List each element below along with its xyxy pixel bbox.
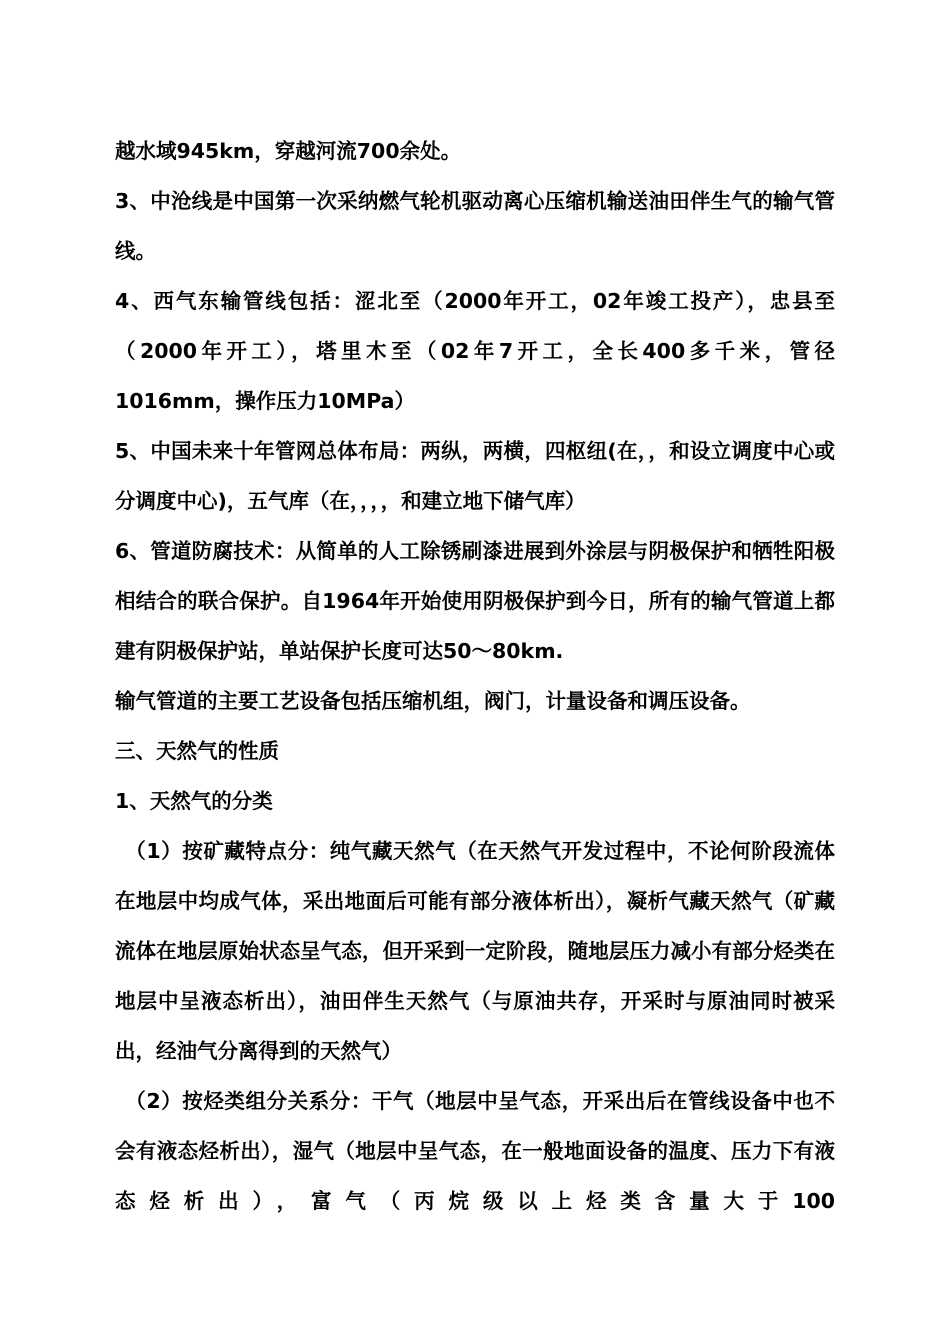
paragraph-item-3: 3、中沧线是中国第一次采纳燃气轮机驱动离心压缩机输送油田伴生气的输气管线。 <box>115 189 835 263</box>
paragraph-continuation: 越水域945km，穿越河流700余处。 <box>115 139 462 163</box>
paragraph-item-4: 4、西气东输管线包括：涩北至（2000年开工，02年竣工投产），忠县至（2000年开工），塔里木至（02年7开工，全长400多千米，管径1016mm，操作压力10MPa） <box>115 289 835 413</box>
paragraph-item-5: 5、中国未来十年管网总体布局：两纵，两横，四枢纽(在，，和设立调度中心或分调度中心)，五气库（在，，，，和建立地下储气库） <box>115 439 835 513</box>
paragraph-item-6: 6、管道防腐技术：从简单的人工除锈刷漆进展到外涂层与阴极保护和牺牲阳极相结合的联合保护。自1964年开始使用阴极保护到今日，所有的输气管道上都建有阴极保护站，单站保护长度可达50～80km. <box>115 539 835 663</box>
subsection-heading: 1、天然气的分类 <box>115 789 273 813</box>
paragraph-classification-1: （1）按矿藏特点分：纯气藏天然气（在天然气开发过程中，不论何阶段流体在地层中均成气体，采出地面后可能有部分液体析出），凝析气藏天然气（矿藏流体在地层原始状态呈气态，但开采到一定阶段，随地层压力减小有部分烃类在地层中呈液态析出），油田伴生天然气（与原油共存，开采时与原油同时被采出，经油气分离得到的天然气） <box>115 839 835 1063</box>
section-heading: 三、天然气的性质 <box>115 739 279 763</box>
paragraph-classification-2: （2）按烃类组分关系分：干气（地层中呈气态，开采出后在管线设备中也不会有液态烃析出），湿气（地层中呈气态，在一般地面设备的温度、压力下有液态烃析出），富气（丙烷级以上烃类含量大于100 <box>115 1089 835 1213</box>
document-page <box>115 126 835 1226</box>
paragraph-equipment: 输气管道的主要工艺设备包括压缩机组，阀门，计量设备和调压设备。 <box>115 689 751 713</box>
